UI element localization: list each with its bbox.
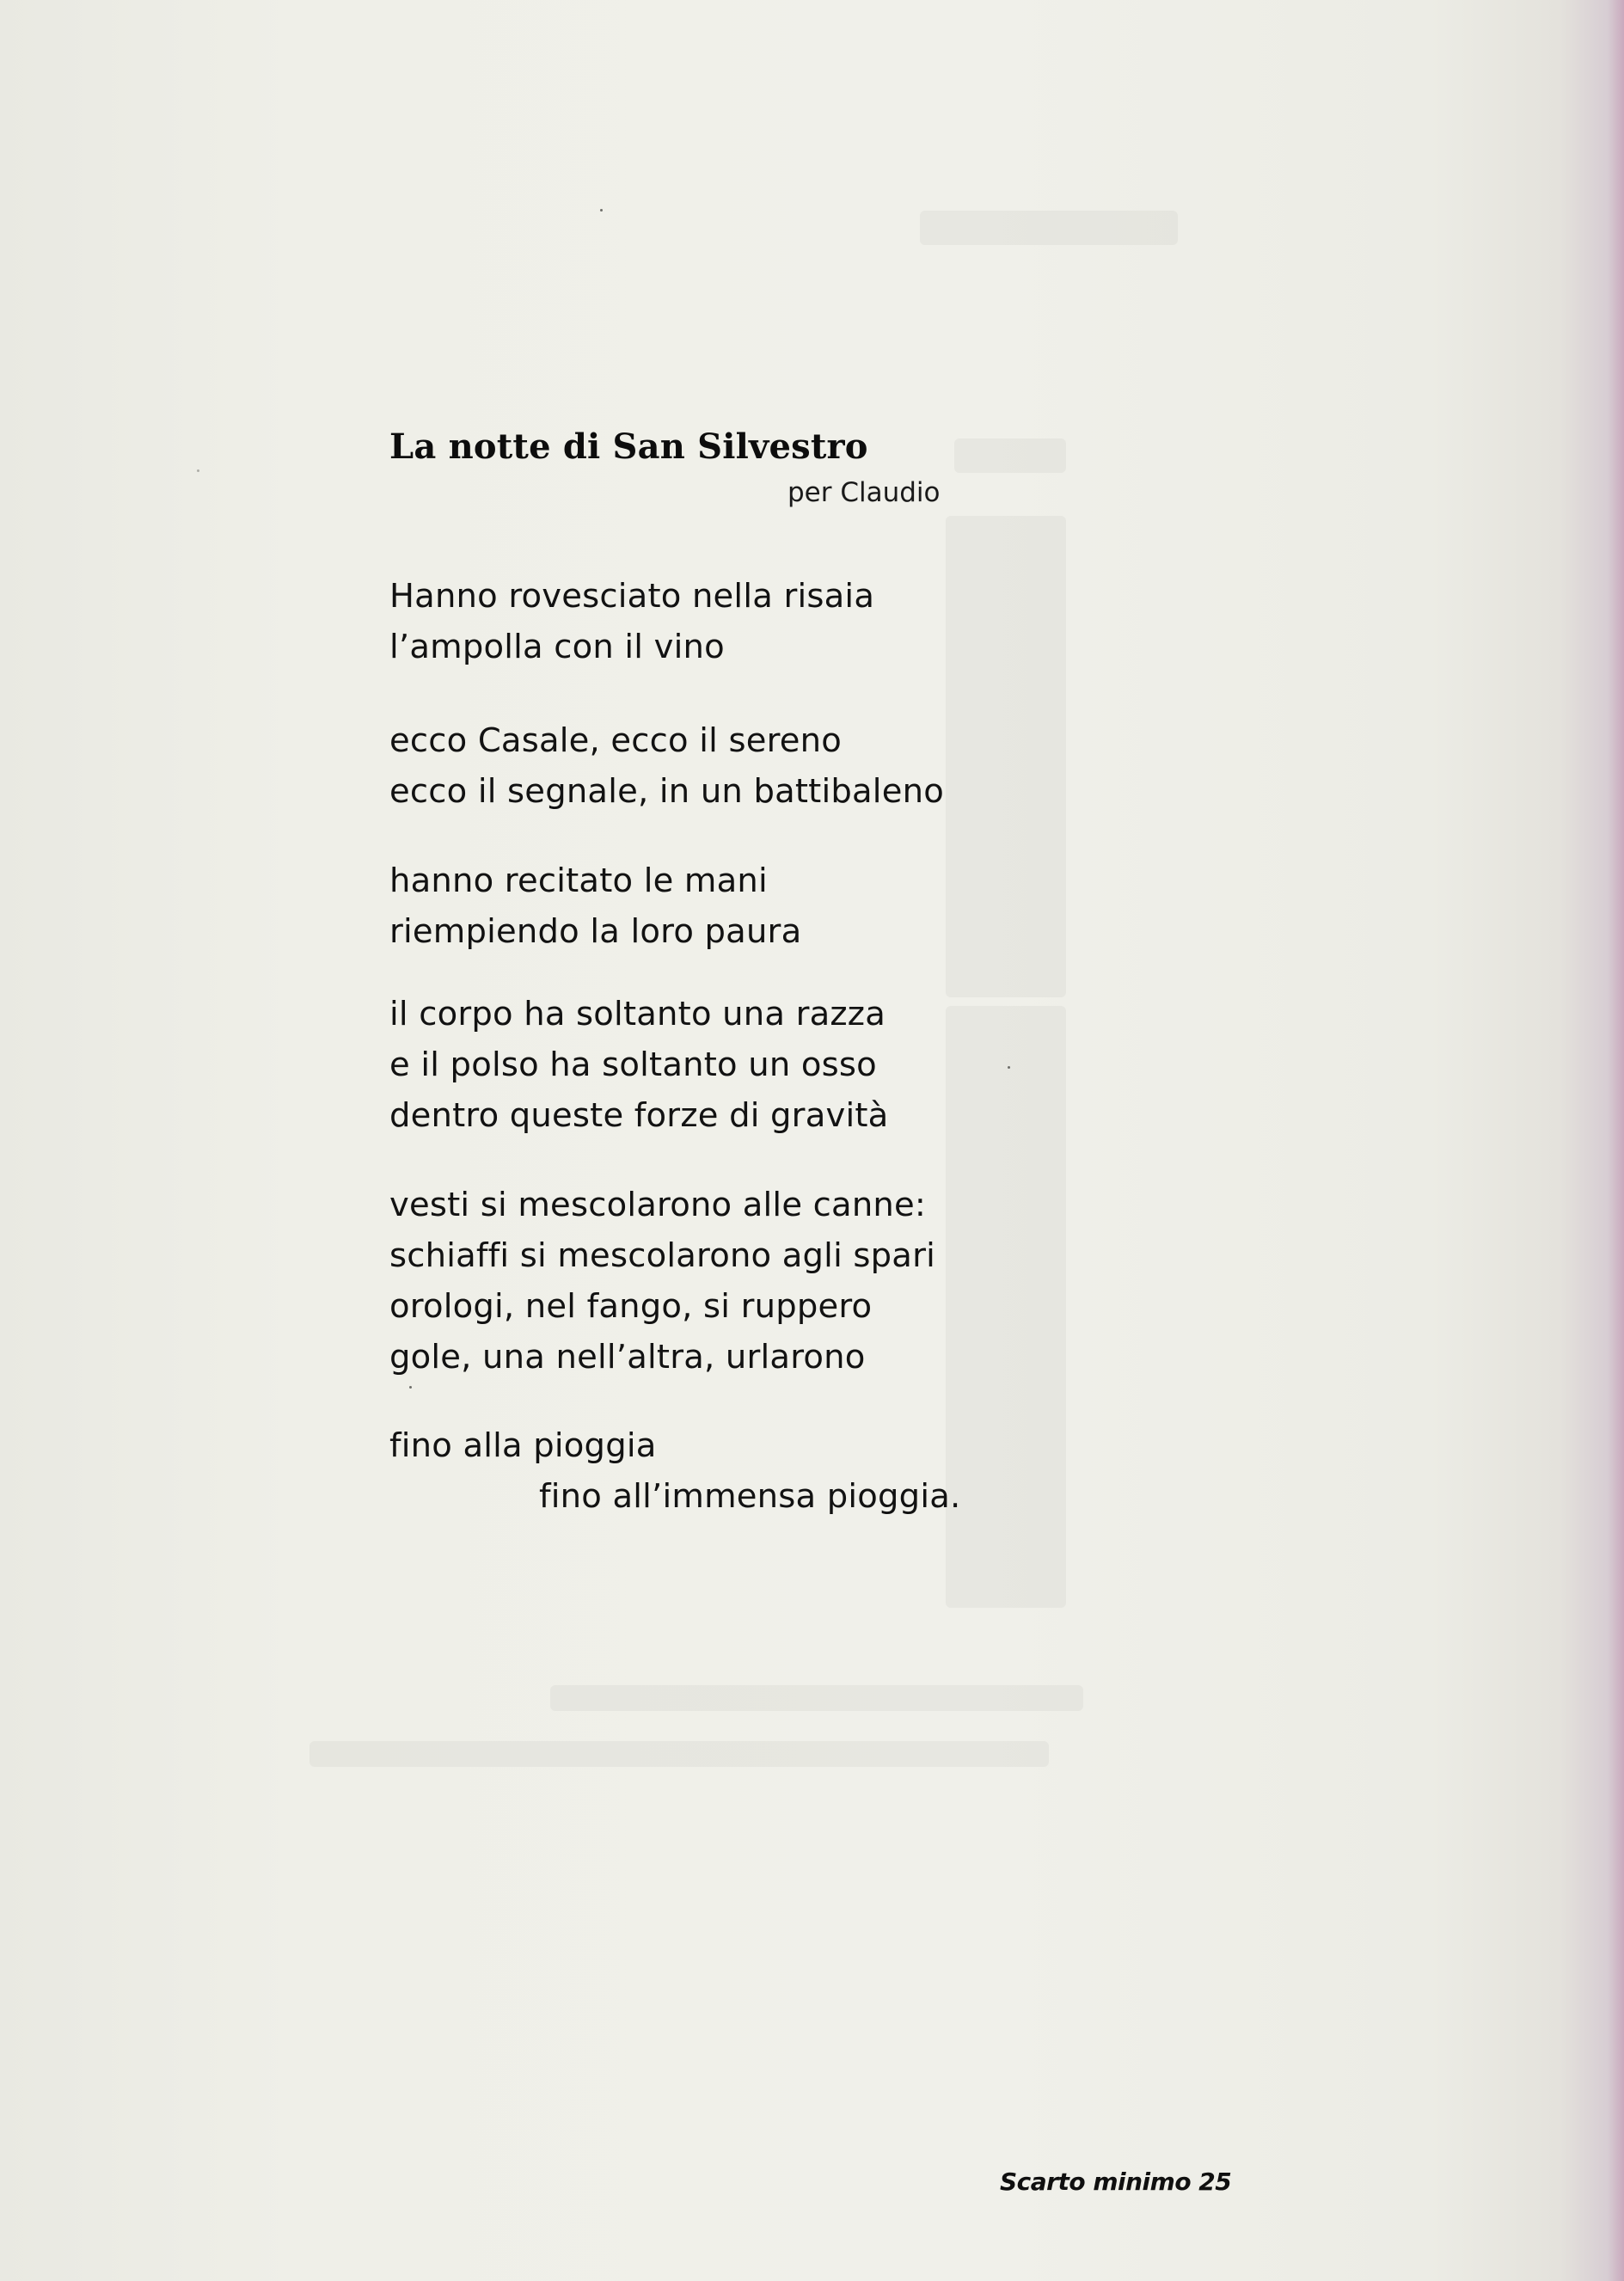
stanza	[389, 855, 801, 957]
stanza	[389, 715, 944, 817]
paper-speck	[409, 1386, 412, 1389]
verse-line: ecco Casale, ecco il sereno	[389, 721, 843, 760]
poem-dedication: per Claudio	[787, 477, 941, 508]
verse-line: schiaffi si mescolarono agli spari	[389, 1236, 936, 1275]
verse-line: ecco il segnale, in un battibaleno	[389, 772, 944, 811]
paper-speck	[197, 469, 199, 472]
stanza	[389, 571, 874, 672]
poem-title: La notte di San Silvestro	[389, 426, 868, 467]
verse-line: vesti si mescolarono alle canne:	[389, 1186, 927, 1224]
verse-line: l’ampolla con il vino	[389, 628, 725, 666]
paper-speck	[1008, 1066, 1010, 1069]
verse-line: hanno recitato le mani	[389, 862, 768, 900]
verse-line: gole, una nell’altra, urlarono	[389, 1338, 866, 1377]
bleed-through-texture	[920, 211, 1178, 245]
bleed-through-texture	[309, 1741, 1049, 1767]
bleed-through-texture	[946, 516, 1066, 997]
verse-line: dentro queste forze di gravità	[389, 1096, 889, 1135]
stanza	[389, 1420, 960, 1522]
running-footer: Scarto minimo 25	[1000, 2168, 1232, 2196]
bleed-through-texture	[954, 438, 1066, 473]
paper-speck	[600, 209, 603, 212]
bleed-through-texture	[946, 1006, 1066, 1608]
stanza	[389, 989, 888, 1141]
bleed-through-texture	[550, 1685, 1083, 1711]
verse-line-indented: fino all’immensa pioggia.	[539, 1477, 961, 1516]
verse-line: orologi, nel fango, si ruppero	[389, 1287, 873, 1326]
stanza	[389, 1180, 935, 1383]
verse-line: Hanno rovesciato nella risaia	[389, 577, 875, 616]
verse-line: fino alla pioggia	[389, 1426, 657, 1465]
verse-line: e il polso ha soltanto un osso	[389, 1045, 877, 1084]
verse-line: riempiendo la loro paura	[389, 912, 802, 951]
verse-line: il corpo ha soltanto una razza	[389, 995, 886, 1033]
